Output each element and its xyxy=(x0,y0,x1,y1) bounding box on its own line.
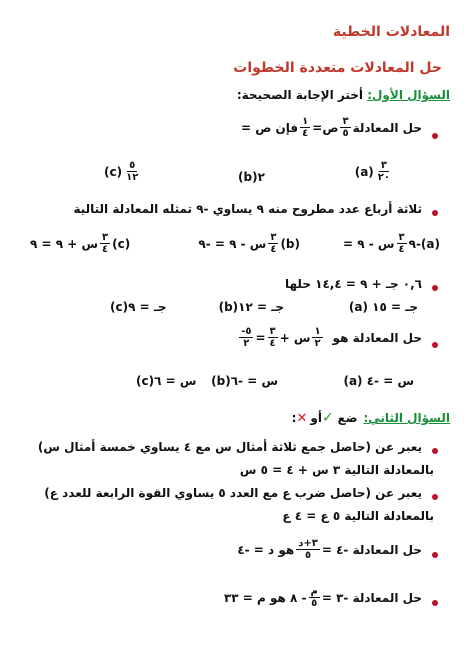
q1-item2-option-a[interactable]: (a) -٩ $\frac{٣}{٤}$ س - ٩ = xyxy=(343,232,440,255)
q2-item2-line2: بالمعادلة التالية ٥ ع = ٤ ع xyxy=(282,509,434,523)
q2-item1-line2: بالمعادلة التالية ٣ س + ٤ = ٥ س xyxy=(239,463,434,477)
question1-label: السؤال الأول: xyxy=(367,88,450,102)
q1-item1-option-b[interactable]: (b)٢ xyxy=(238,170,265,184)
q1-item4-option-b[interactable]: (b)س = -٦ xyxy=(211,374,278,388)
q1-item3-statement: ٠,٦ جـ + ٩ = ١٤,٤ حلها xyxy=(285,277,422,291)
question2-heading: السؤال الثاني: ضع ✓ أو ✕ : xyxy=(291,410,450,426)
q1-item4-option-a[interactable]: (a) س = -٤ xyxy=(343,374,414,388)
bullet xyxy=(432,552,438,558)
q1-item4-statement: حل المعادلة هو $\frac{١}{٢}$ س + $\frac{٣}{٤}$ = $\frac{٥-}{٢}$ xyxy=(241,326,422,349)
q1-item2-option-b[interactable]: (b) $\frac{٣}{٤}$ س - ٩ = -٩ xyxy=(198,232,300,255)
q1-item1-option-c[interactable]: $\frac{٥}{١٢}$ (c) xyxy=(104,160,139,183)
bullet xyxy=(432,448,438,454)
cross-mark-icon: ✕ xyxy=(296,410,308,426)
question1-instruction: أختر الإجابة الصحيحة: xyxy=(236,88,364,102)
q1-item2-option-c[interactable]: (c) $\frac{٣}{٤}$ س + ٩ = ٩ xyxy=(30,232,131,255)
q1-item1-statement xyxy=(241,116,422,139)
q1-item1-mid: ص= xyxy=(312,120,339,135)
bullet xyxy=(432,285,438,291)
q2-item3-statement: حل المعادلة -٤ = $\frac{\text{٣+د}}{٥}$ هو د = -٤ xyxy=(237,538,422,561)
q1-item1-frac2: $\frac{١}{٤}$ xyxy=(302,116,309,139)
q1-item1-frac1: $\frac{٣}{٥}$ xyxy=(342,116,349,139)
q1-item3-option-c[interactable]: (c)جـ = ٩ xyxy=(110,300,167,314)
question2-instruction: ضع xyxy=(337,411,358,425)
q1-item3-option-a[interactable]: (a) جـ = ١٥ xyxy=(348,300,418,314)
question2-or: أو xyxy=(310,411,322,425)
check-mark-icon: ✓ xyxy=(321,410,334,426)
question2-label: السؤال الثاني: xyxy=(363,411,450,425)
bullet xyxy=(432,494,438,500)
q1-item2-statement: ثلاثة أرباع عدد مطروح منه ٩ يساوي -٩ تمثله المعادلة التالية xyxy=(73,202,422,216)
question1-heading xyxy=(237,88,450,102)
page-title: المعادلات الخطية xyxy=(332,24,450,40)
bullet xyxy=(432,600,438,606)
q2-item2-line1: يعبر عن (حاصل ضرب ع مع العدد ٥ يساوي القوة الرابعة للعدد ع) xyxy=(44,486,422,500)
q2-item1-line1: يعبر عن (حاصل جمع ثلاثة أمثال س مع ٤ يساوي خمسة أمثال س) xyxy=(37,440,422,454)
bullet xyxy=(432,210,438,216)
bullet xyxy=(432,342,438,348)
q1-item3-option-b[interactable]: (b)جـ = ١٢ xyxy=(218,300,284,314)
q1-item1-prefix: حل المعادلة xyxy=(352,120,422,135)
q1-item1-suffix: فإن ص = xyxy=(240,120,299,135)
q1-item1-option-a[interactable]: $\frac{٣}{٢٠}$ (a) xyxy=(354,160,390,183)
page-subtitle: حل المعادلات متعددة الخطوات xyxy=(233,60,442,76)
q2-item4-statement: حل المعادلة -٣ = $\frac{\text{م}}{٥}$ - ٨ هو م = ٣٣ xyxy=(223,586,422,609)
bullet xyxy=(432,133,438,139)
q1-item4-option-c[interactable]: (c)س = ٦ xyxy=(136,374,197,388)
